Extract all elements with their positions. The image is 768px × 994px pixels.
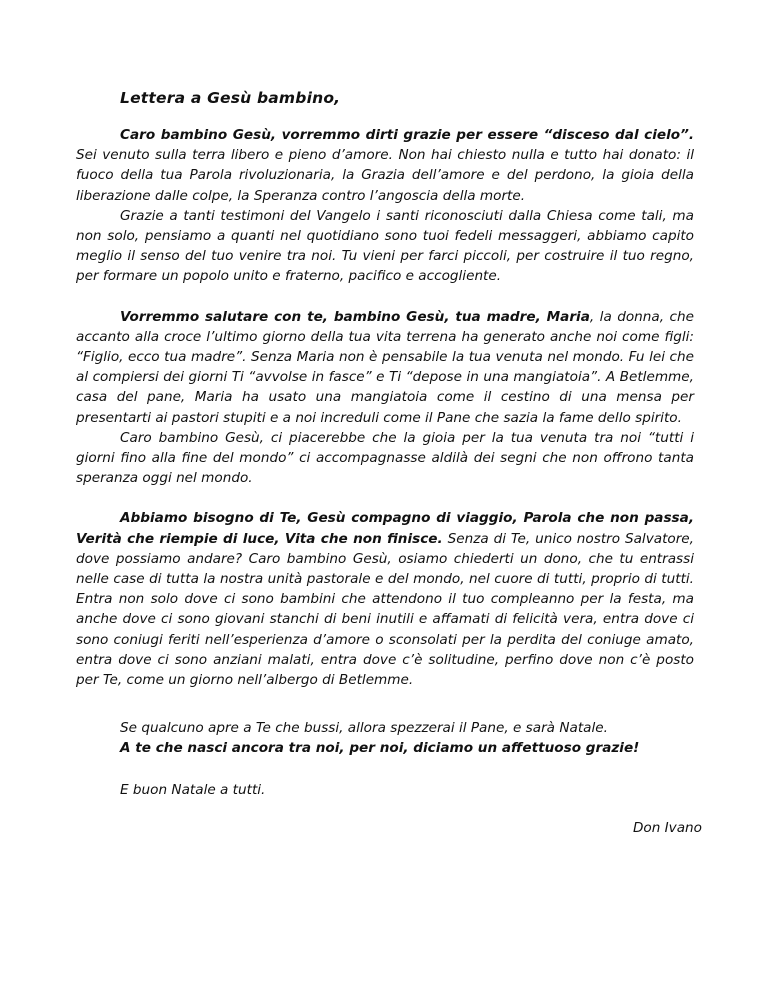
text-run: Caro bambino Gesù, ci piacerebbe che la gioia per la tua venuta tra noi “tutti i giorni fino alla fine del mondo” ci accompagnasse aldilà dei segni che non offrono tanta speranza oggi nel mondo.: [76, 429, 694, 487]
closing-line-2-bold: A te che nasci ancora tra noi, per noi, diciamo un affettuoso grazie!: [120, 740, 640, 757]
letter-paragraph: [76, 307, 694, 428]
closing-line-1: Se qualcuno apre a Te che bussi, allora spezzerai il Pane, e sarà Natale.: [120, 720, 608, 736]
letter-paragraph: [76, 125, 694, 206]
paragraph-gap: [76, 287, 694, 307]
bold-text-run: Vorremmo salutare con te, bambino Gesù, tua madre, Maria: [120, 308, 590, 325]
bold-text-run: Abbiamo bisogno di Te, Gesù compagno di viaggio, Parola che non passa, Verità che riempie di luce, Vita che non finisce.: [76, 510, 694, 547]
text-run: Senza di Te, unico nostro Salvatore, dove possiamo andare? Caro bambino Gesù, osiamo chiederti un dono, che tu entrassi nelle case di tutta la nostra unità pastorale e del mondo, nel cuore di tutti, proprio di tutti. Entra non solo dove ci sono bambini che attendono il tuo compleanno per la festa, ma anche dove ci sono giovani stanchi di beni inutili e affamati di felicità vera, entra dove ci sono coniugi feriti nell’esperienza d’amore o sconsolati per la perdita del coniuge amato, entra dove ci sono anziani malati, entra dove c’è solitudine, perfino dove non c’è posto per Te, come un giorno nell’albergo di Betlemme.: [76, 530, 694, 689]
closing-wish: E buon Natale a tutti.: [120, 782, 266, 799]
letter-paragraph: [76, 206, 694, 287]
closing-block: [120, 718, 720, 801]
letter-title: Lettera a Gesù bambino,: [120, 89, 341, 107]
text-run: Grazie a tanti testimoni del Vangelo i santi riconosciuti dalla Chiesa come tali, ma non solo, pensiamo a quanti nel quotidiano sono tuoi fedeli messaggeri, abbiamo capito meglio il senso del tuo venire tra noi. Tu vieni per farci piccoli, per costruire il tuo regno, per formare un popolo unito e fraterno, pacifico e accogliente.: [76, 207, 694, 285]
bold-text-run: Caro bambino Gesù, vorremmo dirti grazie per essere “disceso dal cielo”.: [120, 127, 694, 143]
signature: Don Ivano: [632, 820, 702, 836]
text-run: , la donna, che accanto alla croce l’ultimo giorno della tua vita terrena ha generato anche noi come figli: “Figlio, ecco tua madre”. Senza Maria non è pensabile la tua venuta nel mondo. Fu lei che al compiersi dei giorni Ti “avvolse in fasce” e Ti “depose in una mangiatoia”. A Betlemme, casa del pane, Maria ha usato una mangiatoia come il cestino di una mensa per presentarti ai pastori stupiti e a noi increduli come il Pane che sazia la fame dello spirito.: [76, 308, 694, 426]
letter-paragraph: [76, 508, 694, 690]
letter-paragraph: [76, 428, 694, 489]
text-run: Sei venuto sulla terra libero e pieno d’amore. Non hai chiesto nulla e tutto hai donato: il fuoco della tua Parola rivoluzionaria, la Grazia dell’amore e del perdono, la gioia della liberazione dalle colpe, la Speranza contro l’angoscia della morte.: [76, 147, 694, 204]
closing-line-2: [120, 738, 720, 758]
letter-body: [76, 125, 694, 690]
paragraph-gap: [76, 488, 694, 508]
